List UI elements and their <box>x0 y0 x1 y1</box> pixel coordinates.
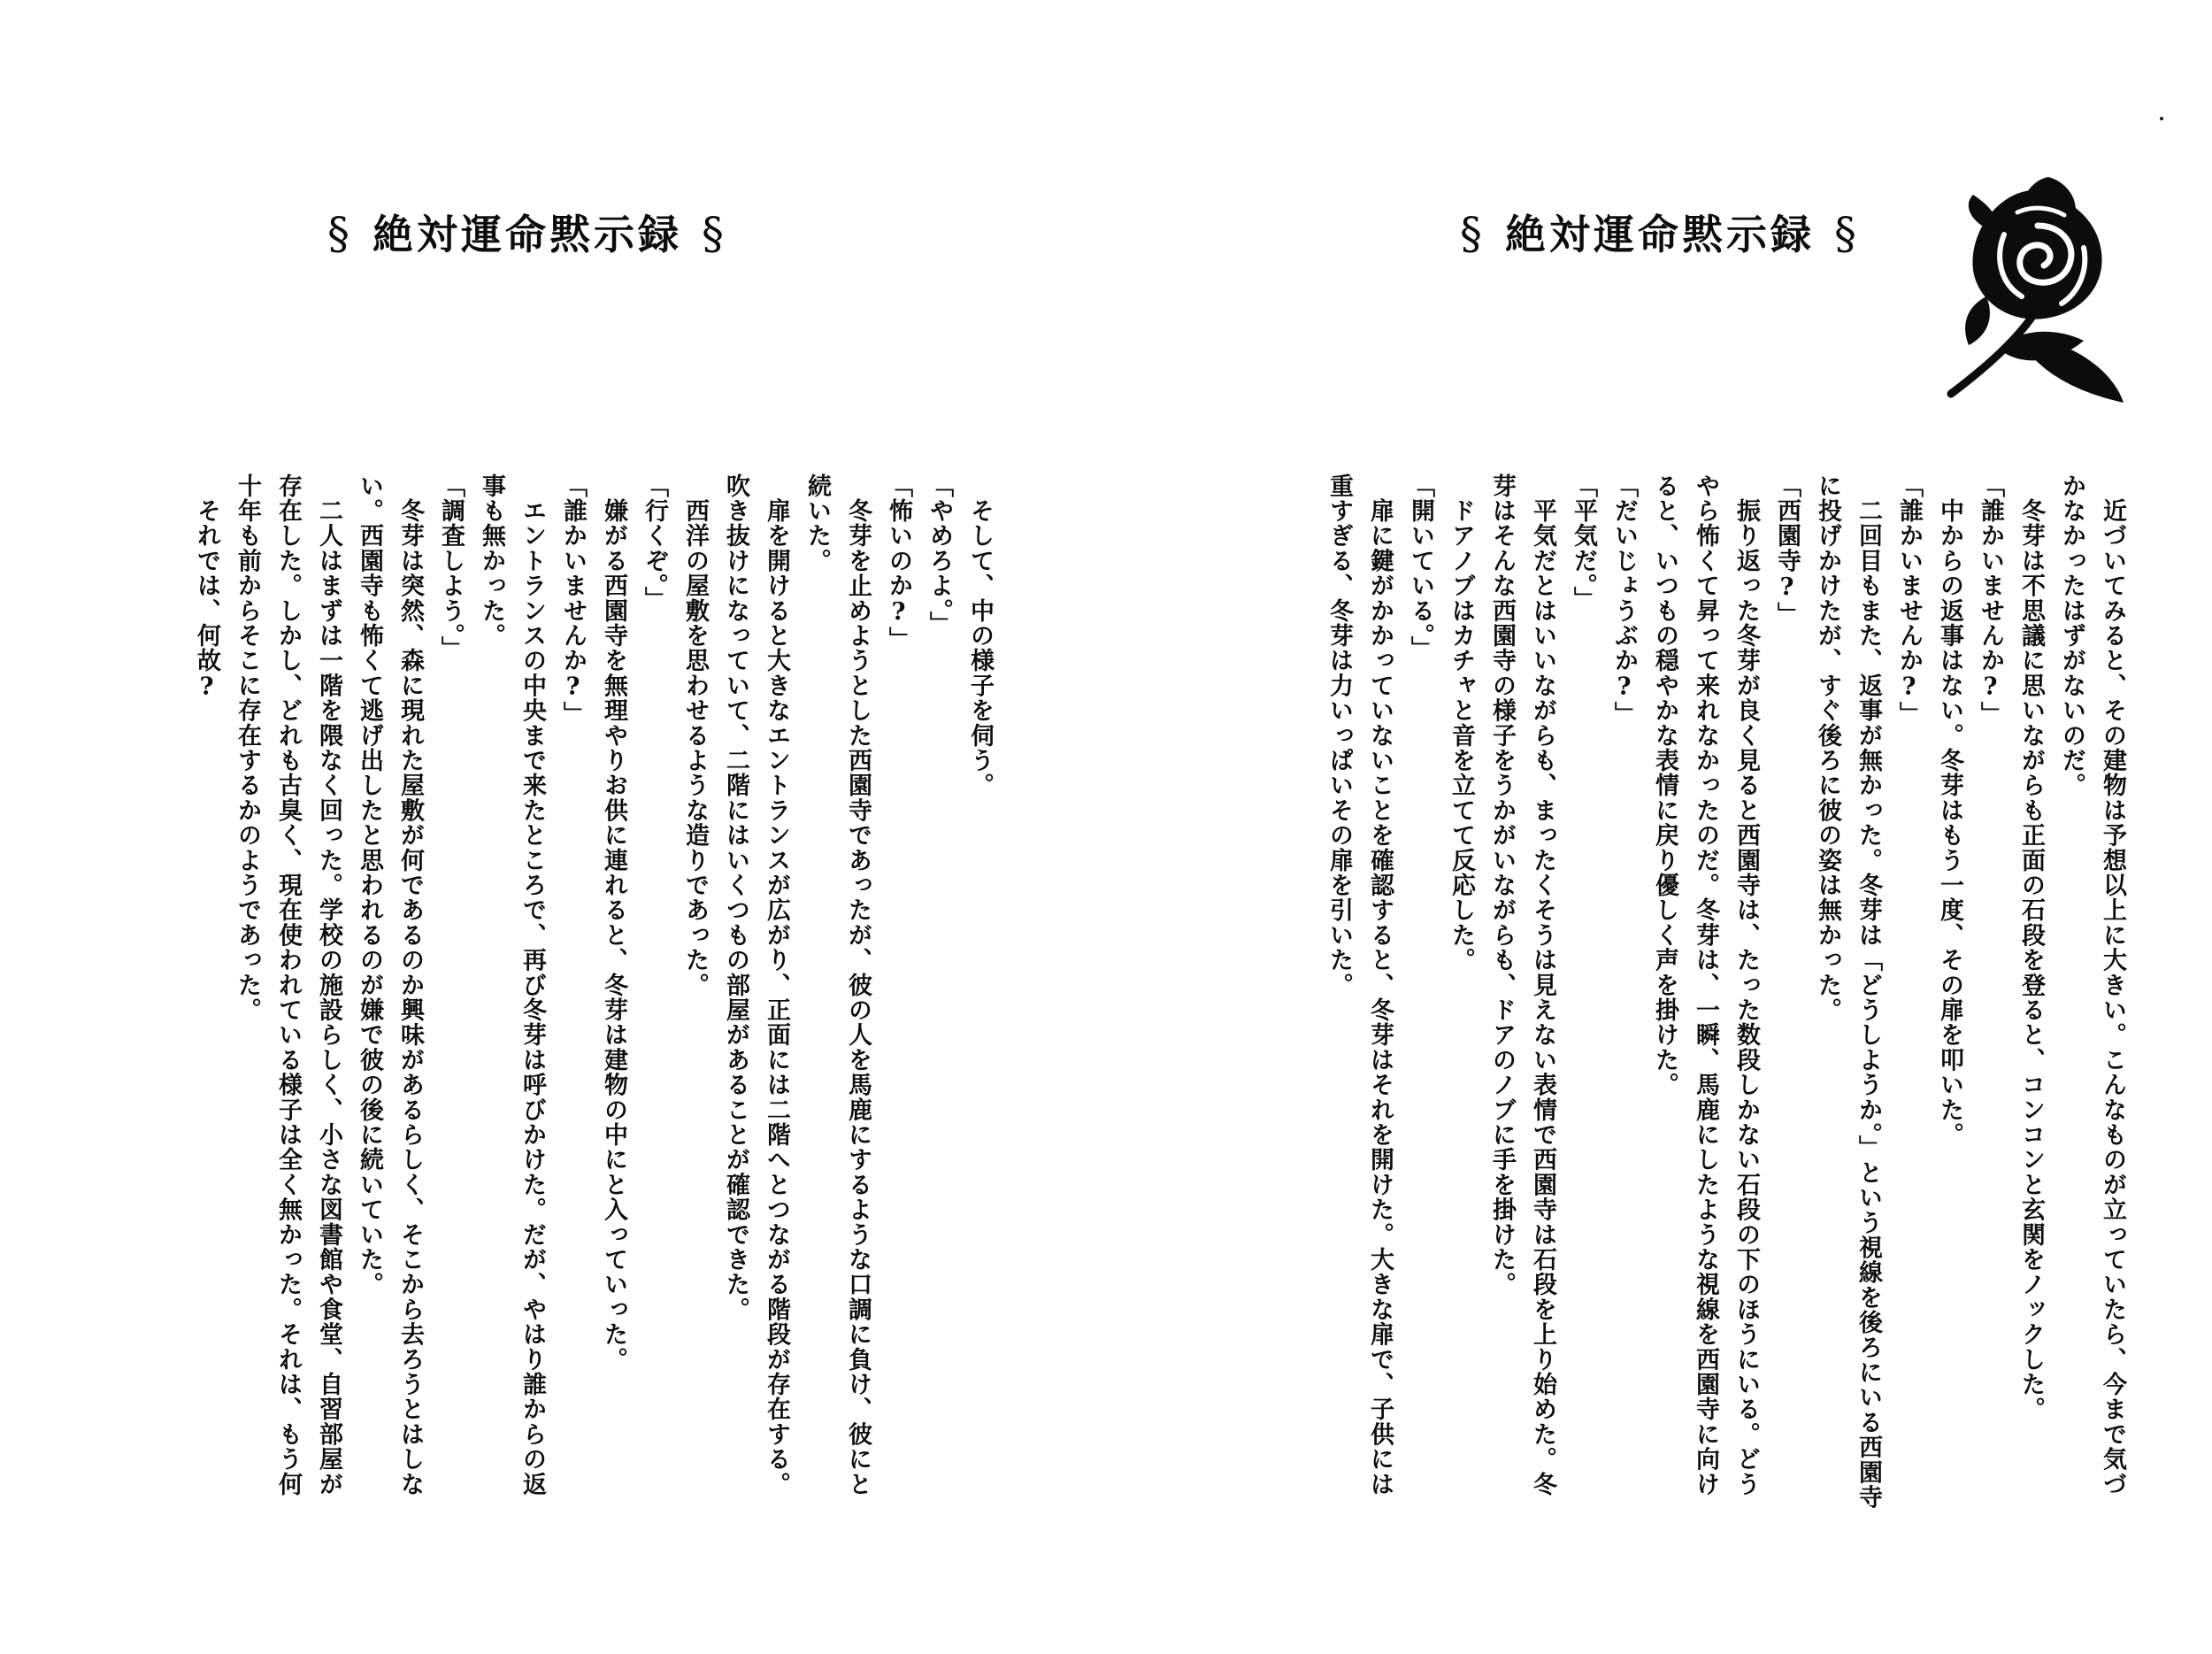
paragraph: 嫌がる西園寺を無理やりお供に連れると、冬芽は建物の中にと入っていった。 <box>600 473 627 1373</box>
speck <box>2160 117 2163 120</box>
paragraph: 「誰かいませんか?」 <box>1895 473 1923 727</box>
section-mark: § <box>1834 208 1860 259</box>
paragraph: 「怖いのか?」 <box>885 473 912 652</box>
paragraph: 平気だとはいいながらも、まったくそうは見えない表情で西園寺は石段を上り始めた。冬芽はそんな西園寺の様子をうかがいながらも、ドアのノブに手を掛けた。 <box>1488 473 1556 1497</box>
chapter-title: 絶対運命黙示録 <box>373 211 682 258</box>
paragraph: 扉を開けると大きなエントランスが広がり、正面には二階へとつながる階段が存在する。吹き抜けになっていて、二階にはいくつもの部屋があることが確認できた。 <box>722 473 790 1497</box>
paragraph: そして、中の様子を伺う。 <box>966 473 994 798</box>
paragraph: 二人はまずは一階を隈なく回った。学校の施設らしく、小さな図書館や食堂、自習部屋が存在した。しかし、どれも古臭く、現在使われている様子は全く無かった。それは、もう何十年も前からそこに存在するかのようであった。 <box>234 473 342 1497</box>
paragraph: 「誰かいませんか?」 <box>1977 473 2004 727</box>
right-page-header <box>1460 205 1860 263</box>
section-mark: § <box>702 208 727 259</box>
paragraph: 中からの返事はない。冬芽はもう一度、その扉を叩いた。 <box>1936 473 1963 1148</box>
paragraph: 冬芽を止めようとした西園寺であったが、彼の人を馬鹿にするような口調に負け、彼にと続いた。 <box>803 473 872 1497</box>
paragraph: 冬芽は不思議に思いながらも正面の石段を登ると、コンコンと玄関をノックした。 <box>2017 473 2045 1422</box>
chapter-title: 絶対運命黙示録 <box>1505 211 1815 258</box>
paragraph: 扉に鍵がかかっていないことを確認すると、冬芽はそれを開けた。大きな扉で、子供には重すぎる、冬芽は力いっぱいその扉を引いた。 <box>1325 473 1394 1497</box>
paragraph: ドアノブはカチャと音を立てて反応した。 <box>1448 473 1475 973</box>
paragraph: 冬芽は突然、森に現れた屋敷が何であるのか興味があるらしく、そこから去ろうとはしない。西園寺も怖くて逃げ出したと思われるのが嫌で彼の後に続いていた。 <box>356 473 424 1497</box>
paragraph: 二回目もまた、返事が無かった。冬芽は「どうしようか。」という視線を後ろにいる西園寺に投げかけたが、すぐ後ろに彼の姿は無かった。 <box>1814 473 1882 1510</box>
right-body-text <box>1239 473 2132 1518</box>
paragraph: エントランスの中央まで来たところで、再び冬芽は呼びかけた。だが、やはり誰からの返事も無かった。 <box>478 473 546 1497</box>
paragraph: それでは、何故? <box>193 473 220 702</box>
rose-icon <box>1933 173 2128 403</box>
paragraph: 振り返った冬芽が良く見ると西園寺は、たった数段しかない石段の下のほうにいる。どうやら怖くて昇って来れなかったのだ。冬芽は、一瞬、馬鹿にしたような視線を西園寺に向けると、いつもの穏やかな表情に戻り優しく声を掛けた。 <box>1651 473 1760 1497</box>
paragraph: 「調査しよう。」 <box>437 473 465 662</box>
section-mark: § <box>327 208 353 259</box>
paragraph: 近づいてみると、その建物は予想以上に大きい。こんなものが立っていたら、今まで気づかなかったはずがないのだ。 <box>2058 473 2126 1497</box>
paragraph: 「やめろよ。」 <box>926 473 953 636</box>
paragraph: 「誰かいませんか?」 <box>559 473 587 727</box>
paragraph: 「平気だ。」 <box>1570 473 1597 612</box>
left-body-text <box>133 473 1000 1518</box>
right-page <box>1106 0 2212 1654</box>
section-mark: § <box>1460 208 1486 259</box>
paragraph: 「行くぞ。」 <box>641 473 668 612</box>
left-page-header <box>327 205 727 263</box>
paragraph: 西洋の屋敷を思わせるような造りであった。 <box>681 473 709 998</box>
paragraph: 「西園寺?」 <box>1773 473 1801 627</box>
paragraph: 「だいじょうぶか?」 <box>1610 473 1638 727</box>
paragraph: 「開いている。」 <box>1407 473 1434 662</box>
